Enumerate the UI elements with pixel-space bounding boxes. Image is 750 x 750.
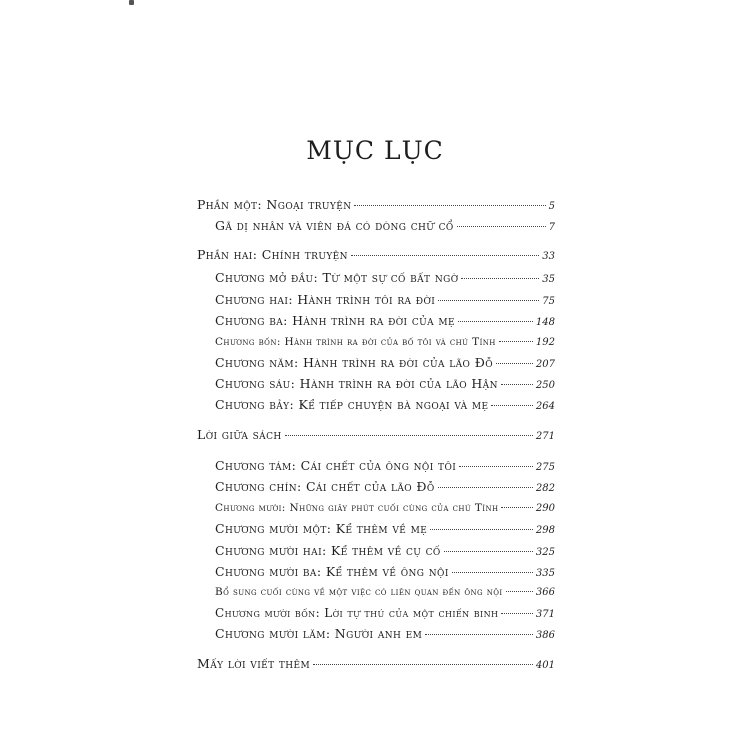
dot-leader <box>506 591 533 592</box>
toc-entry-label: Mấy lời viết thêm <box>197 656 311 671</box>
toc-entry <box>215 270 555 286</box>
toc-entry-label: Gã dị nhân và viên đá có dòng chữ cổ <box>215 218 454 233</box>
dot-leader <box>430 529 533 530</box>
dot-leader <box>461 278 539 279</box>
toc-entry-label: Chương mười ba: Kể thêm về ông nội <box>215 564 449 579</box>
toc-entry-page: 207 <box>535 359 555 370</box>
toc-entry-page: 325 <box>535 547 555 558</box>
dot-leader <box>354 205 545 206</box>
toc-entry-page: 290 <box>535 503 555 514</box>
toc-entry-label: Chương mười hai: Kể thêm về cụ cố <box>215 543 441 558</box>
toc-entry <box>197 197 555 213</box>
toc-entry <box>215 521 555 537</box>
toc-entry-page: 282 <box>535 483 555 494</box>
toc-entry <box>215 458 555 474</box>
toc-entry-label: Phần hai: Chính truyện <box>197 247 348 262</box>
toc-entry-page: 148 <box>535 317 555 328</box>
dot-leader <box>501 613 533 614</box>
toc-entry-label: Chương mười lăm: Người anh em <box>215 626 423 641</box>
toc-entry <box>215 334 555 350</box>
dot-leader <box>452 572 533 573</box>
toc-entry <box>215 500 555 516</box>
dot-leader <box>438 487 533 488</box>
toc-entry <box>197 656 555 672</box>
toc-entry-page: 371 <box>535 609 555 620</box>
toc-entry <box>215 397 555 413</box>
toc-entry-label: Chương ba: Hành trình ra đời của mẹ <box>215 313 455 328</box>
toc-entry-page: 401 <box>535 660 555 671</box>
toc-entry <box>215 479 555 495</box>
toc-entry-page: 33 <box>542 251 555 262</box>
toc-entry-label: Chương mười một: Kể thêm về mẹ <box>215 521 428 536</box>
toc-entry <box>215 626 555 642</box>
page-title: MỤC LỤC <box>306 135 444 165</box>
toc-entry-label: Bổ sung cuối cùng về một việc có liên quan đến ông nội <box>215 586 503 598</box>
toc-entry-label: Chương bốn: Hành trình ra đời của bố tôi và chú Tính <box>215 336 496 348</box>
toc-entry <box>215 218 555 234</box>
toc-entry <box>197 427 555 443</box>
toc-entry-label: Chương năm: Hành trình ra đời của lão Đỗ <box>215 355 493 370</box>
toc-entry-label: Chương mở đầu: Từ một sự cố bất ngờ <box>215 270 459 285</box>
toc-entry-page: 5 <box>548 201 555 212</box>
toc-entry-page: 275 <box>535 462 555 473</box>
toc-entry-page: 75 <box>542 296 555 307</box>
dot-leader <box>438 300 539 301</box>
toc-entry <box>215 292 555 308</box>
toc-entry <box>215 584 555 600</box>
toc-entry-label: Chương tám: Cái chết của ông nội tôi <box>215 458 457 473</box>
toc-entry-label: Lời giữa sách <box>197 427 282 442</box>
toc-entry <box>197 247 555 263</box>
toc-entry-label: Chương mười: Những giây phút cuối cùng của chú Tính <box>215 502 499 514</box>
toc-entry <box>215 355 555 371</box>
toc-entry-page: 7 <box>548 222 555 233</box>
dot-leader <box>496 363 533 364</box>
toc-entry <box>215 376 555 392</box>
toc-entry-label: Chương mười bốn: Lời tự thú của một chiến binh <box>215 606 499 620</box>
dot-leader <box>285 435 533 436</box>
dot-leader <box>501 384 533 385</box>
dot-leader <box>459 466 533 467</box>
toc-entry-page: 250 <box>535 380 555 391</box>
toc-entry-page: 264 <box>535 401 555 412</box>
toc-entry-label: Chương hai: Hành trình tôi ra đời <box>215 292 436 307</box>
toc-entry-label: Chương bảy: Kể tiếp chuyện bà ngoại và mẹ <box>215 397 489 412</box>
dot-leader <box>313 664 533 665</box>
dot-leader <box>351 255 539 256</box>
dot-leader <box>501 507 532 508</box>
toc-entry-page: 298 <box>535 525 555 536</box>
toc-entry-page: 192 <box>535 337 555 348</box>
toc-entry <box>215 605 555 621</box>
toc-entry-page: 335 <box>535 568 555 579</box>
dot-leader <box>457 226 546 227</box>
toc-entry <box>215 313 555 329</box>
toc-entry-label: Chương sáu: Hành trình ra đời của lão Hận <box>215 376 498 391</box>
toc-entry <box>215 543 555 559</box>
toc-entry-page: 271 <box>535 431 555 442</box>
toc-entry-page: 366 <box>535 587 555 598</box>
dot-leader <box>444 551 533 552</box>
toc-entry-label: Chương chín: Cái chết của lão Đỗ <box>215 479 435 494</box>
dot-leader <box>458 321 533 322</box>
toc-entry-label: Phần một: Ngoại truyện <box>197 197 352 212</box>
dot-leader <box>491 405 532 406</box>
toc-entry-page: 35 <box>542 274 555 285</box>
dot-leader <box>425 634 533 635</box>
toc-entry <box>215 564 555 580</box>
dot-leader <box>499 341 533 342</box>
toc-entry-page: 386 <box>535 630 555 641</box>
